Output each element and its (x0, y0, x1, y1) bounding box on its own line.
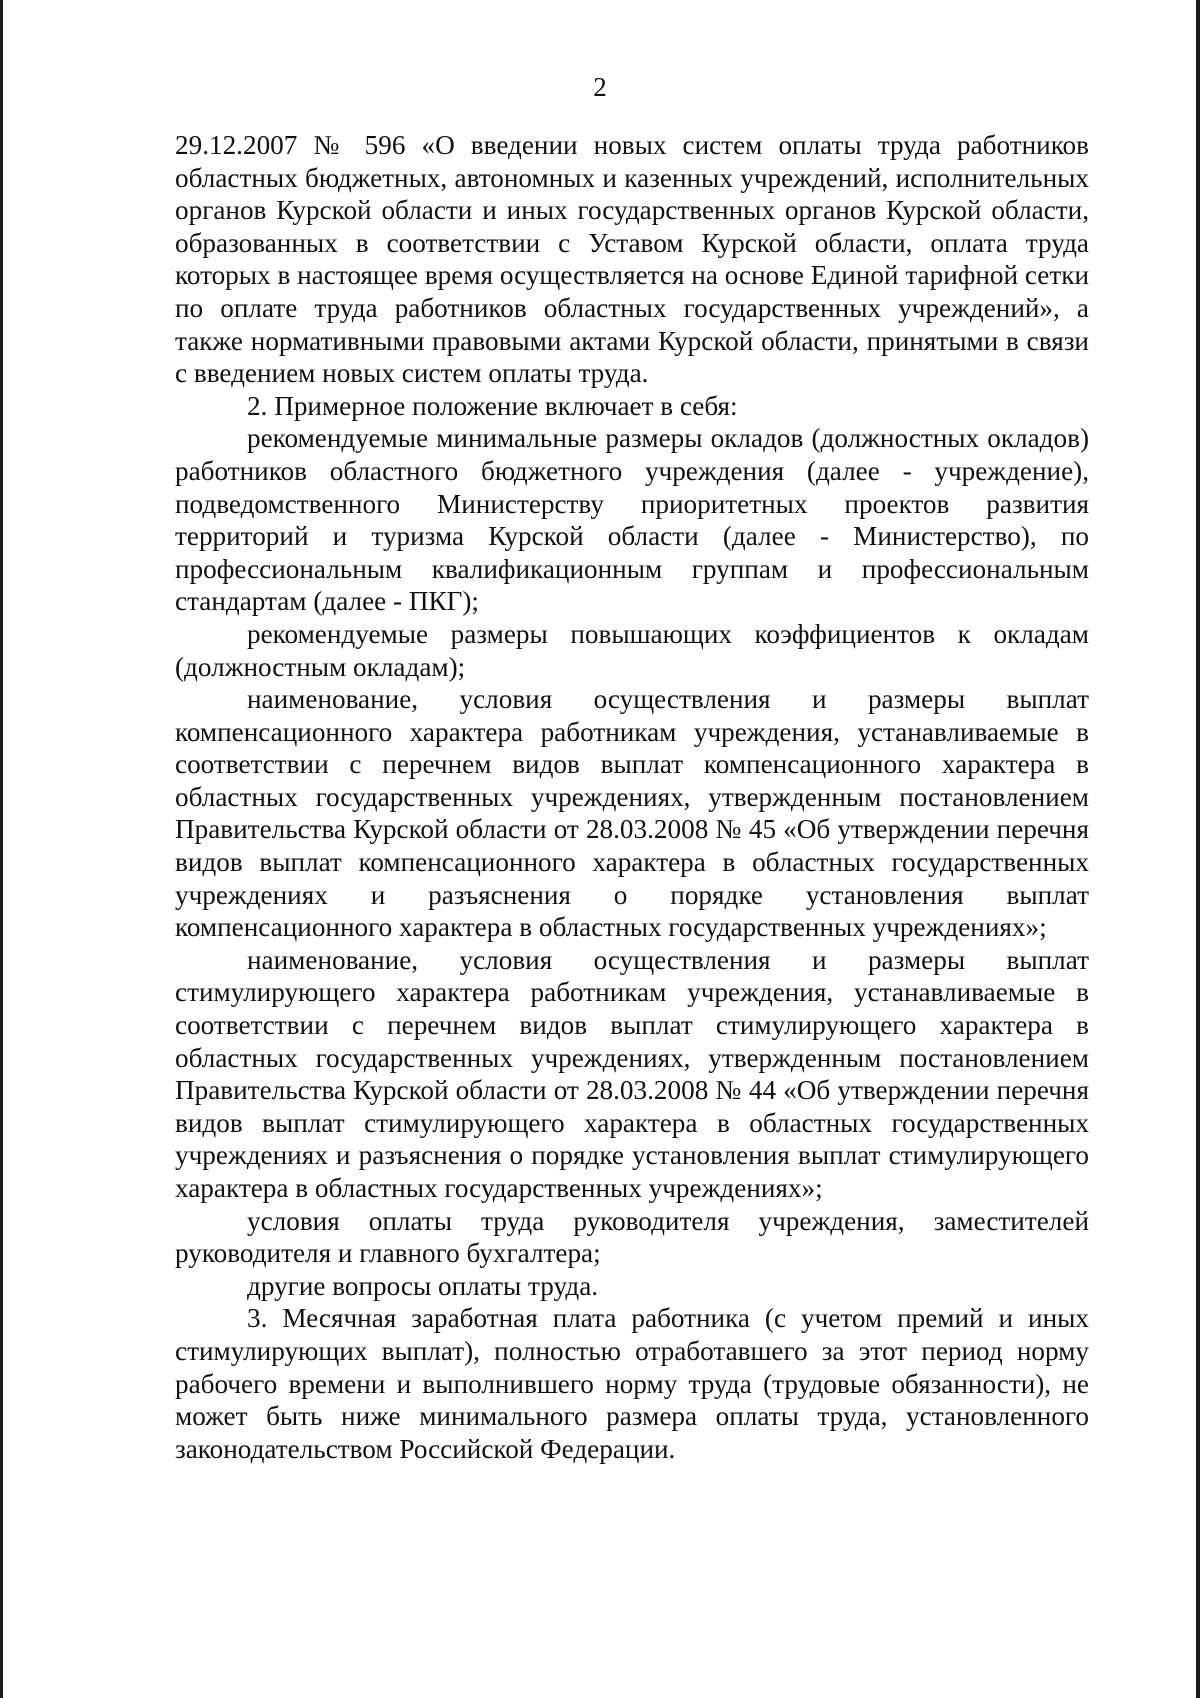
scan-edge-right (1196, 0, 1200, 1698)
paragraph-coefficients: рекомендуемые размеры повышающих коэффициентов к окладам (должностным окладам); (175, 618, 1089, 682)
paragraph-salaries: рекомендуемые минимальные размеры окладов (должностных окладов) работников областного бюджетного учреждения (далее - учреждение), подведомственного Министерству приоритетных проектов развития территорий и туризма Курской области (далее - Министерство), по профессиональным квалификационным группам и профессиональным стандартам (далее - ПКГ); (175, 423, 1089, 617)
paragraph-other: другие вопросы оплаты труда. (247, 1270, 599, 1301)
paragraph-compensation: наименование, условия осуществления и размеры выплат компенсационного характера работникам учреждения, устанавливаемые в соответствии с перечнем видов выплат компенсационного характера в областных государственных учреждениях, утвержденным постановлением Правительства Курской области от 28.03.2008 № 45 «Об утверждении перечня видов выплат компенсационного характера в областных государственных учреждениях и разъяснения о порядке установления выплат компенсационного характера в областных государственных учреждениях»; (175, 684, 1089, 943)
document-text (175, 129, 1089, 1465)
scan-edge-left (0, 0, 3, 1698)
paragraph-management: условия оплаты труда руководителя учреждения, заместителей руководителя и главного бухгалтера; (175, 1205, 1089, 1269)
paragraph-item-3: 3. Месячная заработная плата работника (с учетом премий и иных стимулирующих выплат), полностью отработавшего за этот период норму рабочего времени и выполнившего норму труда (трудовые обязанности), не может быть ниже минимального размера оплаты труда, установленного законодательством Российской Федерации. (175, 1303, 1089, 1464)
page-number: 2 (593, 72, 607, 102)
paragraph-continuation: 29.12.2007 № 596 «О введении новых систем оплаты труда работников областных бюджетных, автономных и казенных учреждений, исполнительных органов Курской области и иных государственных органов Курской области, образованных в соответствии с Уставом Курской области, оплата труда которых в настоящее время осуществляется на основе Единой тарифной сетки по оплате труда работников областных государственных учреждений», а также нормативными правовыми актами Курской области, принятыми в связи с введением новых систем оплаты труда. (175, 130, 1089, 389)
paragraph-item-2: 2. Примерное положение включает в себя: (247, 390, 738, 421)
paragraph-incentive: наименование, условия осуществления и размеры выплат стимулирующего характера работникам учреждения, устанавливаемые в соответствии с перечнем видов выплат стимулирующего характера в областных государственных учреждениях, утвержденным постановлением Правительства Курской области от 28.03.2008 № 44 «Об утверждении перечня видов выплат стимулирующего характера в областных государственных учреждениях и разъяснения о порядке установления выплат стимулирующего характера в областных государственных учреждениях»; (175, 944, 1089, 1203)
